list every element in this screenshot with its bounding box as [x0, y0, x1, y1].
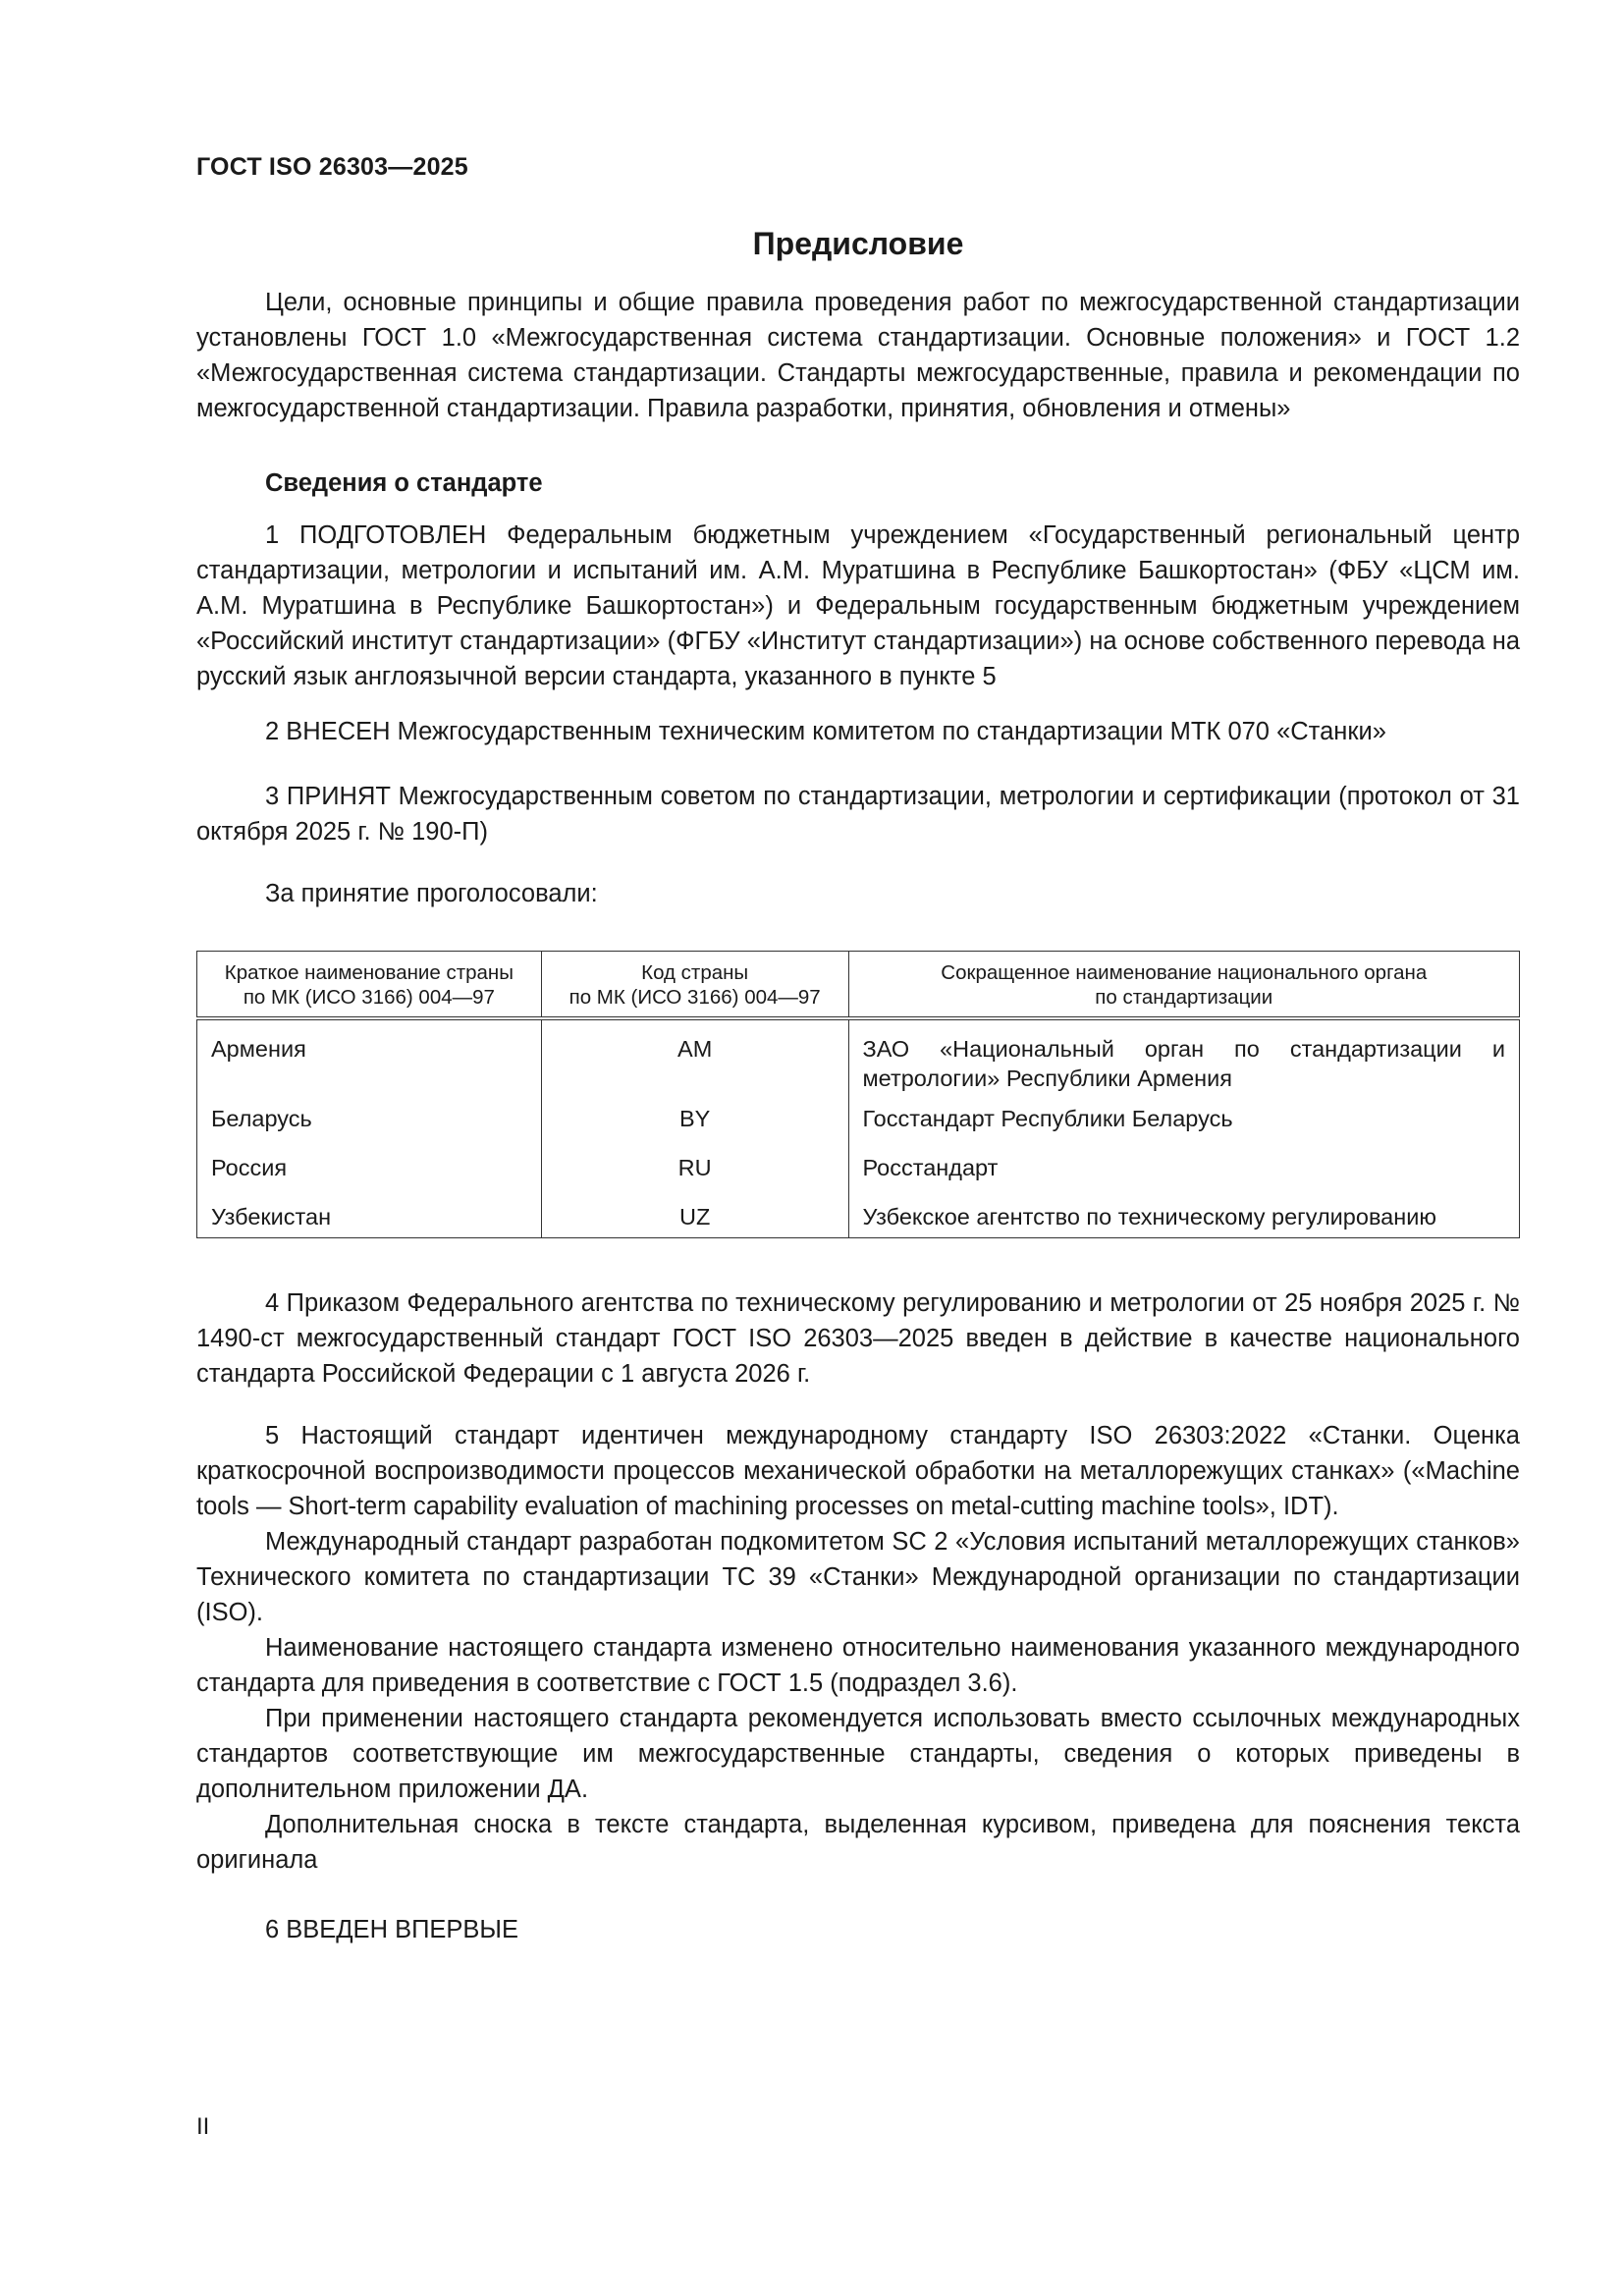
cell-org: ЗАО «Национальный орган по стандартизации и метрологии» Республики Армения — [848, 1018, 1519, 1104]
item-6-text: 6 ВВЕДЕН ВПЕРВЫЕ — [265, 1916, 519, 1943]
item-4-text: 4 Приказом Федерального агентства по техническому регулированию и метрологии от 25 ноября 2025 г. № 1490-ст межгосударственный стандарт ГОСТ ISO 26303—2025 введен в действие в качестве национального стандарта Российской Федерации с 1 августа 2026 г. — [196, 1289, 1520, 1388]
item-5-text: 5 Настоящий стандарт идентичен международному стандарту ISO 26303:2022 «Станки. Оценка краткосрочной воспроизводимости процессов механической обработки на металлорежущих станках» («Machine tools — Short-term capability evaluation of machining processes on metal-cutting machine tools», IDT). — [196, 1422, 1520, 1520]
cell-code: AM — [541, 1018, 848, 1104]
cell-country: Россия — [197, 1153, 542, 1202]
cell-country: Беларусь — [197, 1104, 542, 1153]
voting-table — [196, 951, 1520, 1238]
cell-code: UZ — [541, 1202, 848, 1238]
cell-country: Армения — [197, 1018, 542, 1104]
item-2-paragraph — [196, 714, 1520, 749]
item-4-paragraph — [196, 1285, 1520, 1392]
item-5-section — [196, 1418, 1520, 1878]
cell-org: Узбекское агентство по техническому регулированию — [848, 1202, 1519, 1238]
item-5-footnote-text: Дополнительная сноска в тексте стандарта, выделенная курсивом, приведена для пояснения текста оригинала — [196, 1811, 1520, 1874]
column-header-org: Сокращенное наименование национального органа по стандартизации — [848, 952, 1519, 1019]
cell-org: Росстандарт — [848, 1153, 1519, 1202]
column-header-code: Код страны по МК (ИСО 3166) 004—97 — [541, 952, 848, 1019]
intro-text: Цели, основные принципы и общие правила проведения работ по межгосударственной стандартизации установлены ГОСТ 1.0 «Межгосударственная система стандартизации. Основные положения» и ГОСТ 1.2 «Межгосударственная система стандартизации. Стандарты межгосударственные, правила и рекомендации по межгосударственной стандартизации. Правила разработки, принятия, обновления и отмены» — [196, 289, 1520, 422]
item-5-references-text: При применении настоящего стандарта рекомендуется использовать вместо ссылочных международных стандартов соответствующие им межгосударственные стандарты, сведения о которых приведены в дополнительном приложении ДА. — [196, 1705, 1520, 1803]
table-row — [197, 1104, 1520, 1153]
table-row — [197, 1018, 1520, 1104]
item-6-paragraph — [196, 1912, 1520, 1947]
item-1-text: 1 ПОДГОТОВЛЕН Федеральным бюджетным учреждением «Государственный региональный центр стандартизации, метрологии и испытаний им. А.М. Муратшина в Республике Башкортостан» (ФБУ «ЦСМ им. А.М. Муратшина в Республике Башкортостан») и Федеральным государственным бюджетным учреждением «Российский институт стандартизации» (ФГБУ «Институт стандартизации») на основе собственного перевода на русский язык англоязычной версии стандарта, указанного в пункте 5 — [196, 521, 1520, 690]
table-header-row — [197, 952, 1520, 1019]
cell-code: BY — [541, 1104, 848, 1153]
cell-country: Узбекистан — [197, 1202, 542, 1238]
item-3-text: 3 ПРИНЯТ Межгосударственным советом по стандартизации, метрологии и сертификации (протокол от 31 октября 2025 г. № 190-П) — [196, 783, 1520, 846]
document-code: ГОСТ ISO 26303—2025 — [196, 153, 468, 181]
item-1-paragraph — [196, 518, 1520, 694]
table-row — [197, 1153, 1520, 1202]
item-5-iso-developer-text: Международный стандарт разработан подкомитетом SC 2 «Условия испытаний металлорежущих станков» Технического комитета по стандартизации TC 39 «Станки» Международной организации по стандартизации (ISO). — [196, 1528, 1520, 1626]
cell-code: RU — [541, 1153, 848, 1202]
voting-table-container — [196, 951, 1520, 1238]
voted-intro-text: За принятие проголосовали: — [265, 880, 598, 907]
intro-paragraph — [196, 285, 1520, 426]
page-title: Предисловие — [752, 226, 964, 261]
item-5-title-change-text: Наименование настоящего стандарта изменено относительно наименования указанного международного стандарта для приведения в соответствие с ГОСТ 1.5 (подраздел 3.6). — [196, 1634, 1520, 1697]
column-header-country: Краткое наименование страны по МК (ИСО 3166) 004—97 — [197, 952, 542, 1019]
page-number: II — [196, 2113, 210, 2140]
table-row — [197, 1202, 1520, 1238]
voted-intro-paragraph — [196, 876, 1520, 911]
section-subheading: Сведения о стандарте — [265, 469, 543, 497]
item-2-text: 2 ВНЕСЕН Межгосударственным техническим комитетом по стандартизации МТК 070 «Станки» — [265, 718, 1386, 745]
cell-org: Госстандарт Республики Беларусь — [848, 1104, 1519, 1153]
item-3-paragraph — [196, 779, 1520, 849]
